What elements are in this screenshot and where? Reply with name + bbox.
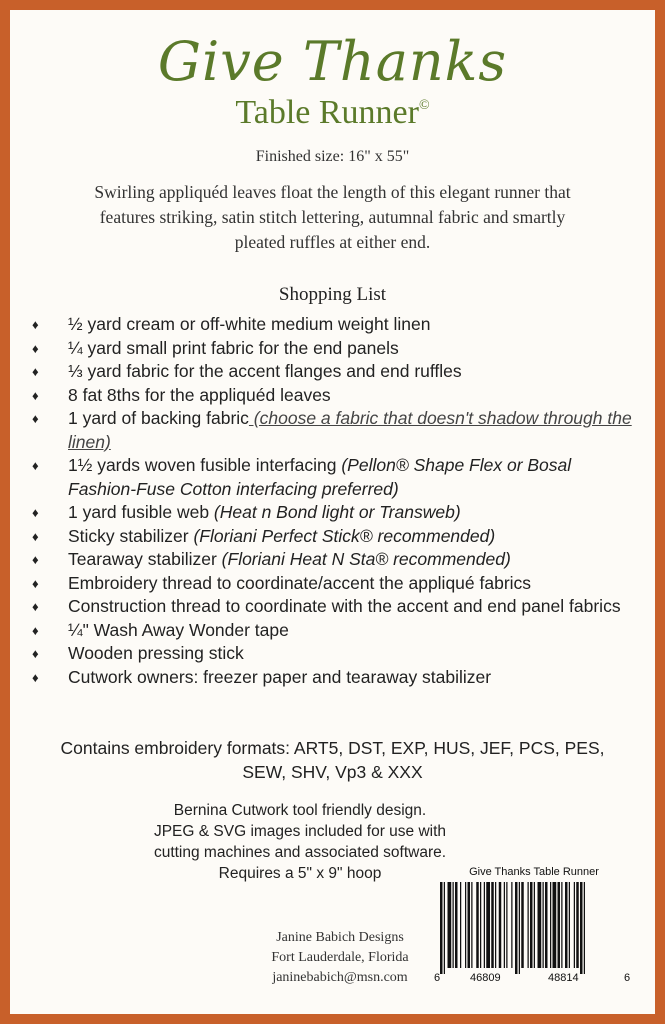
shopping-item-note-link: (choose a fabric that doesn't shadow through the linen) xyxy=(68,408,632,452)
diamond-bullet-icon: ♦ xyxy=(32,387,39,403)
barcode-bar xyxy=(550,882,551,968)
barcode-bar xyxy=(465,882,466,968)
shopping-list-item xyxy=(32,548,632,572)
title-line-2-text: Table Runner xyxy=(235,94,419,131)
barcode-bar xyxy=(545,882,548,968)
shopping-list-item xyxy=(32,360,632,384)
shopping-list-item xyxy=(32,313,632,337)
designer-location: Fort Lauderdale, Florida xyxy=(271,950,409,965)
shopping-item-note: (Floriani Heat N Sta® recommended) xyxy=(221,549,511,569)
description: Swirling appliquéd leaves float the length of this elegant runner that features striking, satin stitch lettering, autumnal fabric and smartly pleated ruffles at either end. xyxy=(94,182,571,252)
diamond-bullet-icon: ♦ xyxy=(32,575,39,591)
designer-name: Janine Babich Designs xyxy=(276,930,404,945)
barcode-bar xyxy=(495,882,496,968)
shopping-list-item xyxy=(32,454,632,501)
shopping-item-text: ¼" Wash Away Wonder tape xyxy=(68,619,289,640)
shopping-list-item xyxy=(32,525,632,549)
barcode-bar xyxy=(491,882,494,968)
diamond-bullet-icon: ♦ xyxy=(32,458,39,473)
bernina-info xyxy=(130,800,470,884)
diamond-bullet-icon: ♦ xyxy=(32,505,39,520)
barcode-bar xyxy=(486,882,490,968)
diamond-bullet-icon: ♦ xyxy=(32,411,39,426)
barcode-bar xyxy=(455,882,458,968)
copyright-mark: © xyxy=(418,98,430,113)
barcode-bar xyxy=(521,882,524,968)
shopping-item-text: ½ yard cream or off-white medium weight linen xyxy=(68,314,431,334)
barcode-bar xyxy=(471,882,472,968)
shopping-item-text: ¼ yard small print fabric for the end panels xyxy=(68,337,399,358)
shopping-item-note: (Heat n Bond light or Transweb) xyxy=(213,502,461,522)
barcode-bar xyxy=(538,882,542,968)
shopping-item-text: 1 yard fusible web xyxy=(68,502,214,522)
shopping-item-text: Sticky stabilizer xyxy=(68,525,194,546)
barcode-bar xyxy=(565,882,568,968)
shopping-item-text: ⅓ yard fabric for the accent flanges and end ruffles xyxy=(68,361,462,381)
diamond-bullet-icon: ♦ xyxy=(32,552,39,567)
barcode-bar xyxy=(530,882,533,968)
barcode-bar xyxy=(468,882,471,968)
barcode-bars xyxy=(434,882,634,974)
barcode-bar xyxy=(480,882,481,968)
barcode-bar xyxy=(453,882,454,968)
barcode-bar xyxy=(561,882,562,968)
bernina-line: Bernina Cutwork tool friendly design. xyxy=(173,802,427,819)
barcode-bar xyxy=(584,882,585,974)
shopping-list-item xyxy=(32,337,632,361)
barcode-bar xyxy=(499,882,502,968)
diamond-bullet-icon: ♦ xyxy=(32,599,39,614)
diamond-bullet-icon: ♦ xyxy=(32,340,39,356)
shopping-item-text: Construction thread to coordinate with the accent and end panel fabrics xyxy=(68,596,621,616)
barcode-digits-right: 48814 xyxy=(548,972,579,984)
barcode-bar xyxy=(484,882,485,968)
barcode-bar xyxy=(515,882,518,974)
barcode-digit-last: 6 xyxy=(624,972,631,984)
embroidery-formats: Contains embroidery formats: ART5, DST, EXP, HUS, JEF, PCS, PES, SEW, SHV, Vp3 & XXX xyxy=(60,738,605,782)
barcode-bar xyxy=(580,882,583,974)
barcode-bar xyxy=(574,882,575,968)
shopping-list-item xyxy=(32,642,632,666)
bernina-line: JPEG & SVG images included for use with xyxy=(153,823,447,840)
shopping-list-item xyxy=(32,501,632,525)
shopping-item-note: (Pellon® Shape Flex or Bosal Fashion-Fuse Cotton interfacing preferred) xyxy=(68,455,572,499)
barcode-bar xyxy=(440,882,443,974)
shopping-item-text: 1½ yards woven fusible interfacing xyxy=(68,455,342,475)
bernina-line: cutting machines and associated software. xyxy=(153,844,447,861)
shopping-list-item xyxy=(32,666,632,690)
barcode-bar xyxy=(444,882,445,974)
barcode-bar xyxy=(476,882,479,968)
barcode-bar xyxy=(448,882,452,968)
barcode xyxy=(434,866,634,986)
barcode-bar xyxy=(504,882,505,968)
diamond-bullet-icon: ♦ xyxy=(32,364,39,379)
shopping-list-item xyxy=(32,619,632,643)
shopping-item-text: Cutwork owners: freezer paper and tearaway stabilizer xyxy=(68,666,492,687)
barcode-bar xyxy=(511,882,512,968)
barcode-bar xyxy=(528,882,529,968)
barcode-bar xyxy=(576,882,579,968)
barcode-bar xyxy=(569,882,570,968)
barcode-digit-first: 6 xyxy=(434,972,441,984)
shopping-list-heading: Shopping List xyxy=(278,284,387,305)
title-line-1: Give Thanks xyxy=(157,30,508,93)
diamond-bullet-icon: ♦ xyxy=(32,669,39,685)
barcode-bar xyxy=(460,882,461,968)
barcode-bar xyxy=(553,882,557,968)
title-line-2 xyxy=(0,94,665,132)
contact-info xyxy=(240,928,440,988)
diamond-bullet-icon: ♦ xyxy=(32,646,39,661)
shopping-list-item xyxy=(32,407,632,454)
diamond-bullet-icon: ♦ xyxy=(32,317,39,332)
barcode-digits-left: 46809 xyxy=(470,972,501,984)
shopping-list xyxy=(32,313,632,689)
shopping-list-item xyxy=(32,595,632,619)
barcode-bar xyxy=(534,882,535,968)
barcode-bar xyxy=(543,882,544,968)
shopping-list-item xyxy=(32,384,632,408)
barcode-bar xyxy=(519,882,520,974)
shopping-item-text: 8 fat 8ths for the appliquéd leaves xyxy=(68,384,331,405)
shopping-item-note: (Floriani Perfect Stick® recommended) xyxy=(193,525,496,546)
finished-size: Finished size: 16" x 55" xyxy=(255,148,410,165)
shopping-item-text: 1 yard of backing fabric xyxy=(68,408,249,428)
bernina-line: Requires a 5" x 9" hoop xyxy=(218,865,382,882)
barcode-bar xyxy=(558,882,561,968)
designer-email: janinebabich@msn.com xyxy=(272,970,408,985)
shopping-item-text: Tearaway stabilizer xyxy=(68,549,222,569)
shopping-list-item xyxy=(32,572,632,596)
barcode-bar xyxy=(506,882,507,968)
diamond-bullet-icon: ♦ xyxy=(32,622,39,638)
diamond-bullet-icon: ♦ xyxy=(32,528,39,544)
barcode-title: Give Thanks Table Runner xyxy=(469,866,599,878)
shopping-item-text: Embroidery thread to coordinate/accent the appliqué fabrics xyxy=(68,572,532,593)
shopping-item-text: Wooden pressing stick xyxy=(68,643,244,663)
